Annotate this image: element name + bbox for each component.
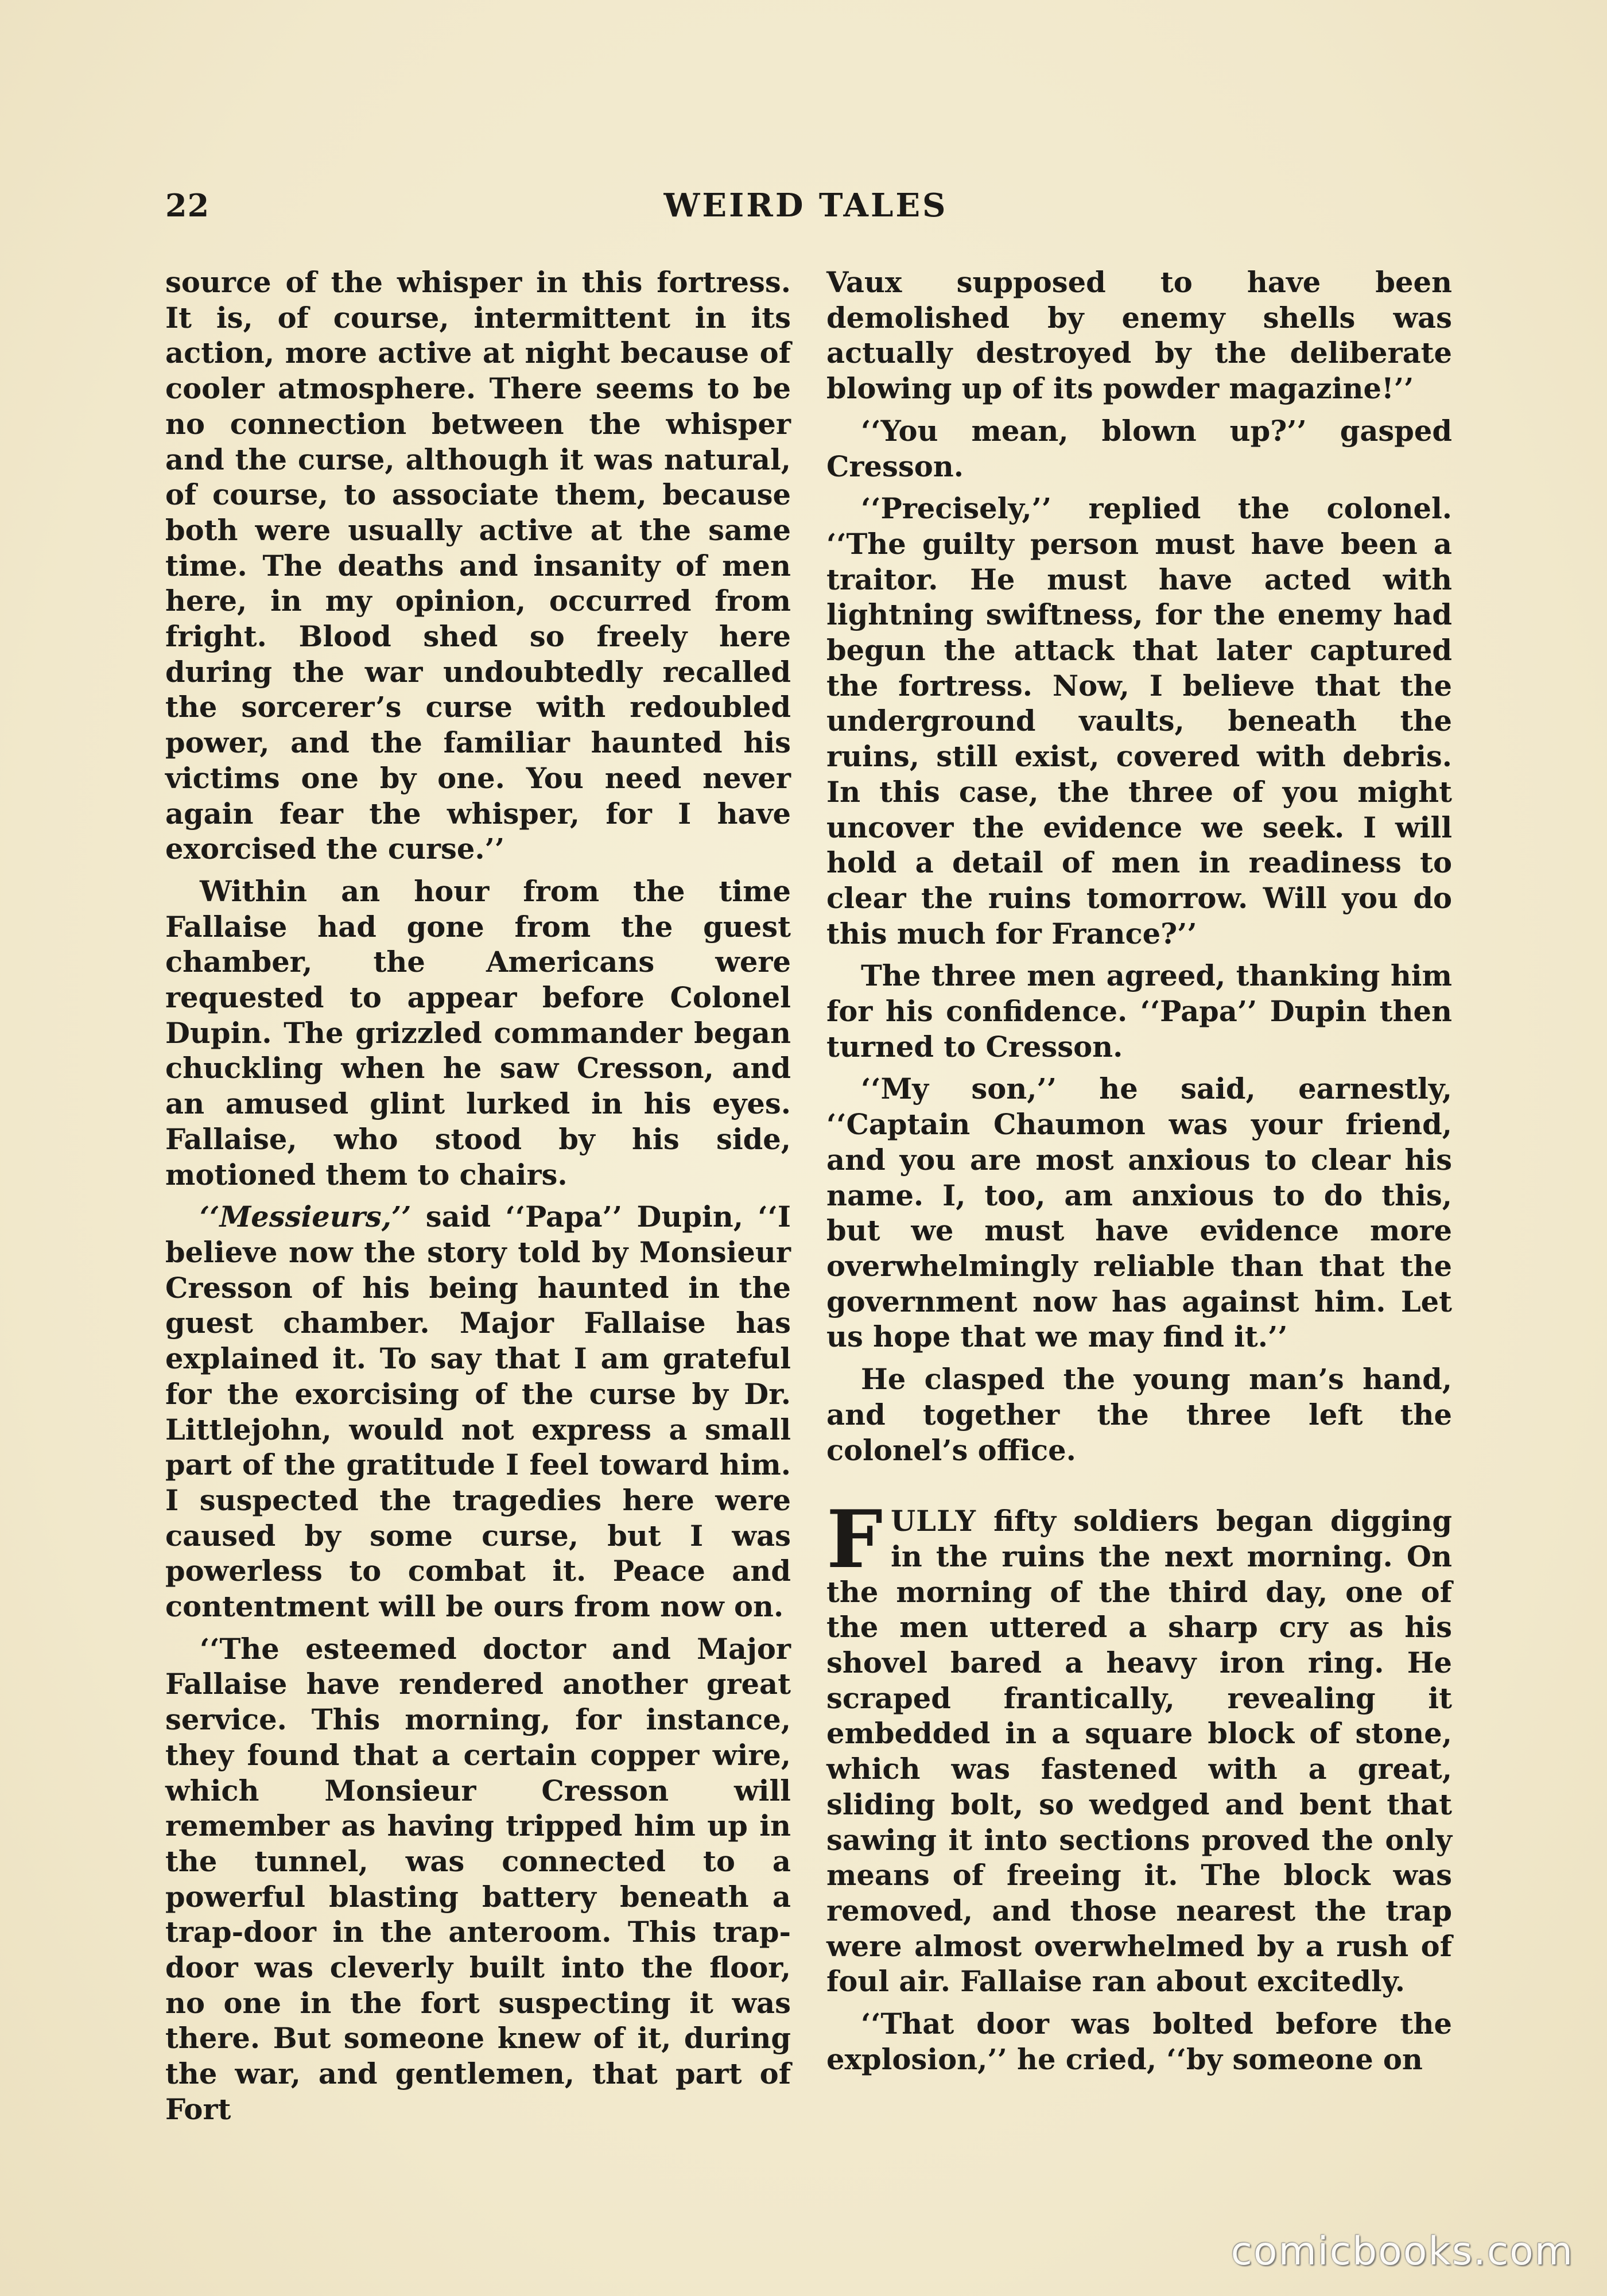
section-paragraph	[826, 1492, 1452, 2000]
page-number: 22	[165, 187, 210, 224]
paragraph: Within an hour from the time Fallaise had gone from the guest chamber, the Americans were requested to appear before Colonel Dupin. The grizzled commander began chuckling when he saw Cresson, and an amused glint lurked in his eyes. Fallaise, who stood by his side, motioned them to chairs.	[165, 874, 791, 1192]
paragraph: ‘‘Precisely,’’ replied the colonel. ‘‘The guilty person must have been a traitor. He must have acted with lightning swiftness, for the enemy had begun the attack that later captured the fortress. Now, I believe that the underground vaults, beneath the ruins, still exist, covered with debris. In this case, the three of you might uncover the evidence we seek. I will hold a detail of men in readiness to clear the ruins tomorrow. Will you do this much for France?’’	[826, 492, 1452, 951]
paragraph: ‘‘You mean, blown up?’’ gasped Cresson.	[826, 414, 1452, 483]
small-caps-word: ULLY	[890, 1504, 976, 1538]
paragraph: The three men agreed, thanking him for his confidence. ‘‘Papa’’ Dupin then turned to Cresson.	[826, 959, 1452, 1064]
paragraph: source of the whisper in this fortress. It is, of course, intermittent in its action, more active at night because of cooler atmosphere. There seems to be no connection between the whisper and the curse, although it was natural, of course, to associate them, because both were usually active at the same time. The deaths and insanity of men here, in my opinion, occurred from fright. Blood shed so freely here during the war undoubtedly recalled the sorcerer’s curse with redoubled power, and the familiar haunted his victims one by one. You need never again fear the whisper, for I have exorcised the curse.’’	[165, 266, 791, 866]
right-column	[826, 265, 1452, 2084]
paragraph: Vaux supposed to have been demolished by enemy shells was actually destroyed by the deliberate blowing up of its powder magazine!’’	[826, 266, 1452, 406]
paragraph: ‘‘That door was bolted before the explosion,’’ he cried, ‘‘by someone on	[826, 2007, 1452, 2076]
left-column	[165, 265, 791, 2135]
paragraph: ‘‘The esteemed doctor and Major Fallaise have rendered another great service. This morning, for instance, they found that a certain copper wire, which Monsieur Cresson will remember as having tripped him up in the tunnel, was connected to a powerful blasting battery beneath a trap-door in the anteroom. This trap-door was cleverly built into the floor, no one in the fort suspecting it was there. But someone knew of it, during the war, and gentlemen, that part of Fort	[165, 1632, 791, 2126]
page-header	[165, 183, 1446, 228]
paragraph-text: fifty soldiers began digging in the ruins the next morning. On the morning of the third day, one of the men uttered a sharp cry as his shovel bared a heavy iron ring. He scraped frantically, revealing it embedded in a square block of stone, which was fastened with a great, sliding bolt, so wedged and bent that sawing it into sections proved the only means of freeing it. The block was removed, and those nearest the trap were almost overwhelmed by a rush of foul air. Fallaise ran about excitedly.	[826, 1504, 1452, 1999]
paragraph-text: said ‘‘Papa’’ Dupin, ‘‘I believe now the story told by Monsieur Cresson of his being haunted in the guest chamber. Major Fallaise has explained it. To say that I am grateful for the exorcising of the curse by Dr. Littlejohn, would not express a small part of the gratitude I feel toward him. I suspected the tragedies here were caused by some curse, but I was powerless to combat it. Peace and contentment will be ours from now on.	[165, 1200, 791, 1624]
drop-cap: F	[826, 1492, 883, 1587]
paragraph: ‘‘My son,’’ he said, earnestly, ‘‘Captain Chaumon was your friend, and you are most anxious to clear his name. I, too, am anxious to do this, but we must have evidence more overwhelmingly reliable than that the government now has against him. Let us hope that we may find it.’’	[826, 1072, 1452, 1354]
italic-word: ‘‘Messieurs,’’	[200, 1200, 412, 1234]
paragraph: He clasped the young man’s hand, and together the three left the colonel’s office.	[826, 1363, 1452, 1467]
watermark-logo: comicbooks.com	[1231, 2229, 1574, 2274]
magazine-title: WEIRD TALES	[663, 187, 948, 224]
paragraph	[165, 1200, 791, 1624]
